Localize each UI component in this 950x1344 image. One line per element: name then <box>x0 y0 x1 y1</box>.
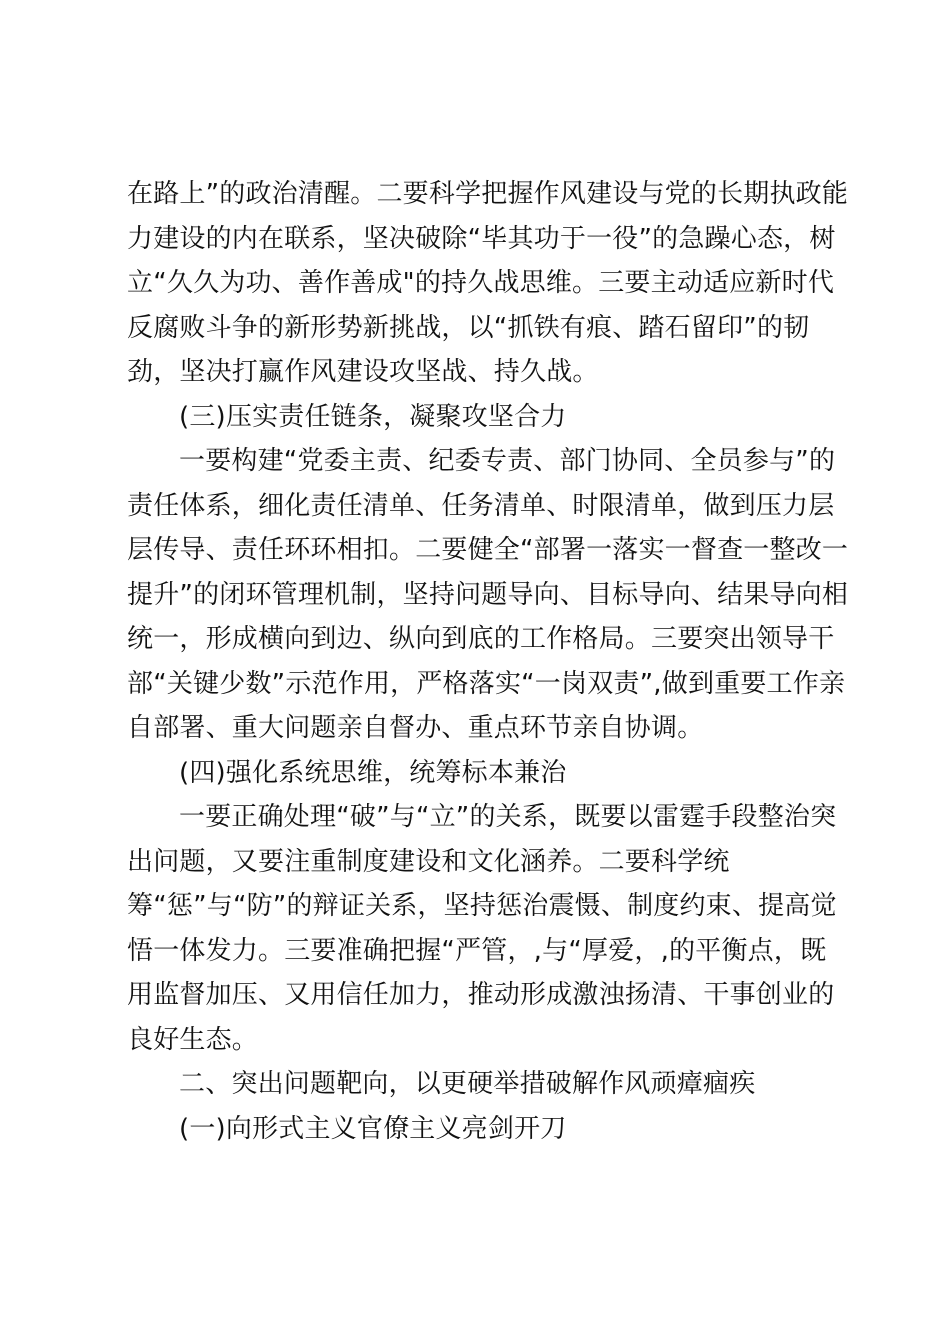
paragraph-line: 筹“惩”与“防”的辩证关系，坚持惩治震慑、制度约束、提高觉 <box>127 891 837 921</box>
section-heading: (一)向形式主义官僚主义亮剑开刀 <box>179 1113 567 1144</box>
paragraph-line: 反腐败斗争的新形势新挑战，以“抓铁有痕、踏石留印”的韧 <box>127 312 810 343</box>
paragraph-line: 责任体系，细化责任清单、任务清单、时限清单，做到压力层 <box>127 490 835 521</box>
section-heading: (四)强化系统思维，统筹标本兼治 <box>179 757 567 788</box>
chapter-heading: 二、突出问题靶向，以更硬举措破解作风顽瘴痼疾 <box>179 1069 756 1099</box>
paragraph-line: 劲，坚决打赢作风建设攻坚战、持久战。 <box>127 357 599 387</box>
body-text <box>127 172 849 1151</box>
paragraph-line: 部“关键少数”示范作用，严格落实“一岗双责”,做到重要工作亲 <box>127 668 846 699</box>
paragraph-line: 层传导、责任环环相扣。二要健全“部署一落实一督查一整改一 <box>127 535 849 565</box>
paragraph-line: 统一，形成横向到边、纵向到底的工作格局。三要突出领导干 <box>127 624 835 654</box>
paragraph-line: 出问题，又要注重制度建设和文化涵养。二要科学统 <box>127 846 730 877</box>
paragraph-line: 良好生态。 <box>127 1024 259 1055</box>
paragraph-line: 一要正确处理“破”与“立”的关系，既要以雷霆手段整治突 <box>179 802 837 832</box>
paragraph-line: 在路上”的政治清醒。二要科学把握作风建设与党的长期执政能 <box>127 179 849 209</box>
section-heading: (三)压实责任链条，凝聚攻坚合力 <box>179 401 567 432</box>
paragraph-line: 自部署、重大问题亲自督办、重点环节亲自协调。 <box>127 713 704 743</box>
paragraph-line: 力建设的内在联系，坚决破除“毕其功于一役”的急躁心态，树 <box>127 223 836 254</box>
paragraph-line: 用监督加压、又用信任加力，推动形成激浊扬清、干事创业的 <box>127 980 835 1010</box>
paragraph-line: 立“久久为功、善作善成"的持久战思维。三要主动适应新时代 <box>127 268 835 298</box>
paragraph-line: 提升”的闭环管理机制，坚持问题导向、目标导向、结果导向相 <box>127 579 849 610</box>
paragraph-line: 悟一体发力。三要准确把握“严管，,与“厚爱，,的平衡点，既 <box>127 935 827 966</box>
paragraph-line: 一要构建“党委主责、纪委专责、部门协同、全员参与”的 <box>179 446 836 476</box>
